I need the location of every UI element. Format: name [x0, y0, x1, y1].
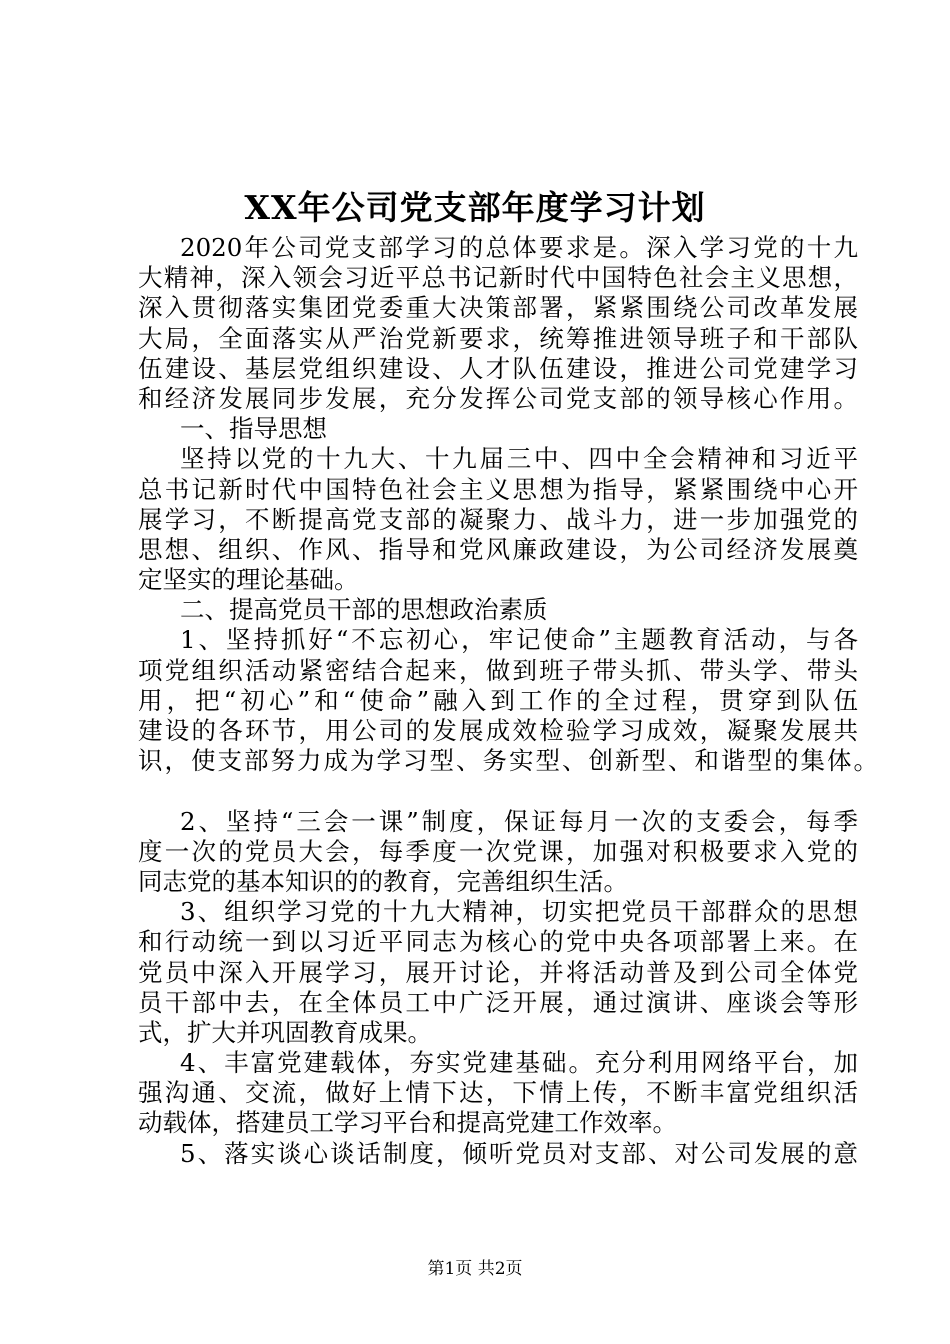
- body-line: 2、坚持“三会一课”制度，保证每月一次的支委会，每季: [180, 806, 858, 836]
- paragraph-gap: [138, 776, 858, 806]
- body-line: 和行动统一到以习近平同志为核心的党中央各项部署上来。在: [138, 927, 858, 957]
- body-line: 用，把“初心”和“使命”融入到工作的全过程，贯穿到队伍: [138, 685, 858, 715]
- body-line: 总书记新时代中国特色社会主义思想为指导，紧紧围绕中心开: [138, 474, 858, 504]
- body-line: 3、组织学习党的十九大精神，切实把党员干部群众的思想: [180, 897, 858, 927]
- body-line: 识，使支部努力成为学习型、务实型、创新型、和谐型的集体。: [138, 746, 878, 776]
- body-line: 党员中深入开展学习，展开讨论，并将活动普及到公司全体党: [138, 957, 858, 987]
- body-line: 建设的各环节，用公司的发展成效检验学习成效，凝聚发展共: [138, 716, 858, 745]
- document-title: XX年公司党支部年度学习计划: [244, 188, 706, 227]
- body-line: 1、坚持抓好“不忘初心，牢记使命”主题教育活动，与各: [180, 625, 858, 655]
- body-line: 大精神，深入领会习近平总书记新时代中国特色社会主义思想，: [138, 263, 858, 293]
- body-line: 同志党的基本知识的的教育，完善组织生活。: [138, 866, 628, 896]
- page-number: 第1页 共2页: [427, 1259, 523, 1279]
- body-line: 度一次的党员大会，每季度一次党课，加强对积极要求入党的: [138, 836, 858, 866]
- body-line: 项党组织活动紧密结合起来，做到班子带头抓、带头学、带头: [138, 655, 858, 685]
- body-line: 5、落实谈心谈话制度，倾听党员对支部、对公司发展的意: [180, 1138, 858, 1168]
- body-line: 和经济发展同步发展，充分发挥公司党支部的领导核心作用。: [138, 383, 858, 413]
- body-line: 动载体，搭建员工学习平台和提高党建工作效率。: [138, 1108, 677, 1138]
- body-line: 定坚实的理论基础。: [138, 565, 359, 595]
- body-line: 4、丰富党建载体，夯实党建基础。充分利用网络平台，加: [180, 1048, 858, 1078]
- body-line: 思想、组织、作风、指导和党风廉政建设，为公司经济发展奠: [138, 534, 858, 564]
- body-line: 深入贯彻落实集团党委重大决策部署，紧紧围绕公司改革发展: [138, 293, 858, 323]
- body-line: 伍建设、基层党组织建设、人才队伍建设，推进公司党建学习: [138, 353, 858, 383]
- body-line: 2020年公司党支部学习的总体要求是。深入学习党的十九: [180, 233, 858, 262]
- body-line: 员干部中去，在全体员工中广泛开展，通过演讲、座谈会等形: [138, 987, 858, 1017]
- section-heading: 一、指导思想: [180, 414, 327, 444]
- section-heading: 二、提高党员干部的思想政治素质: [180, 595, 548, 625]
- body-line: 展学习，不断提高党支部的凝聚力、战斗力，进一步加强党的: [138, 504, 858, 534]
- body-line: 坚持以党的十九大、十九届三中、四中全会精神和习近平: [180, 444, 858, 474]
- document-body: [138, 233, 878, 1169]
- body-line: 强沟通、交流，做好上情下达，下情上传，不断丰富党组织活: [138, 1078, 858, 1108]
- body-line: 大局，全面落实从严治党新要求，统筹推进领导班子和干部队: [138, 323, 858, 353]
- body-line: 式，扩大并巩固教育成果。: [138, 1017, 432, 1047]
